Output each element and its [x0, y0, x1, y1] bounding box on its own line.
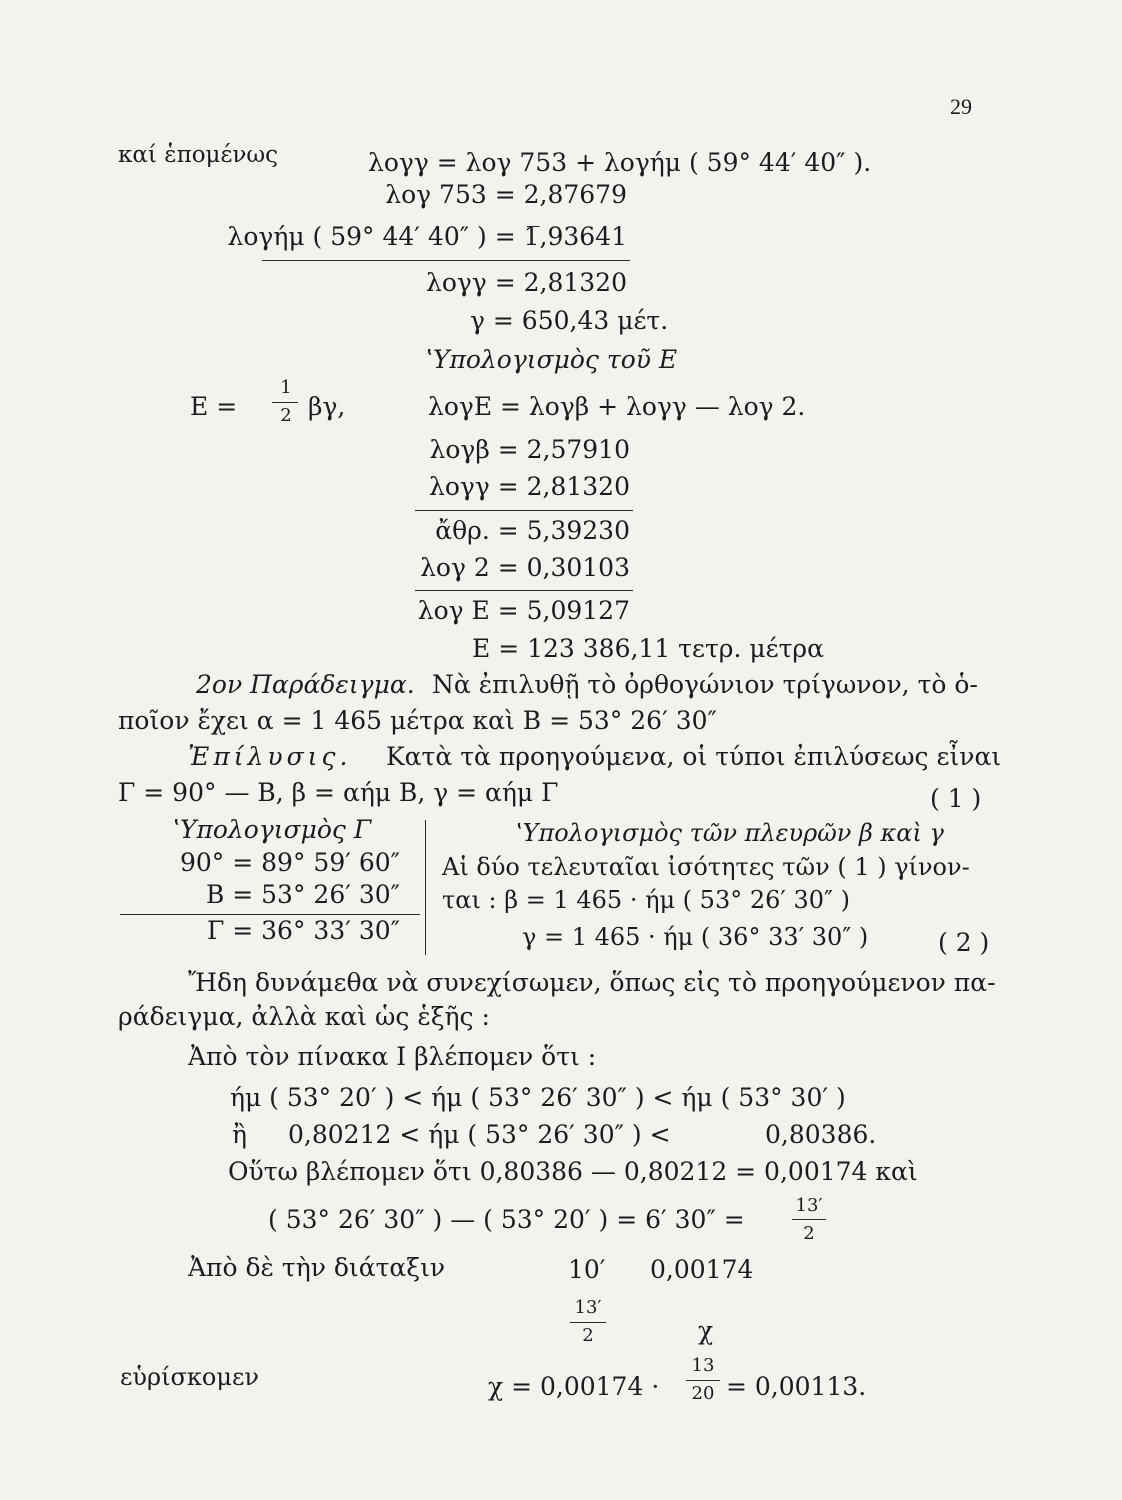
- calc-sides-text3: γ = 1 465 · ήμ ( 36° 33′ 30″ ): [522, 923, 869, 951]
- continuation-p3: Ἀπὸ τὸν πίνακα Ι βλέπομεν ὅτι :: [188, 1042, 597, 1071]
- inequality-1: ήμ ( 53° 20′ ) < ήμ ( 53° 26′ 30″ ) < ήμ ( 53° 30′ ): [230, 1083, 846, 1112]
- example2-text2: ποῖον ἔχει α = 1 465 μέτρα καὶ Β = 53° 26′ 30″: [118, 706, 717, 735]
- example2-text1: Νὰ ἐπιλυθῇ τὸ ὀρθογώνιον τρίγωνον, τὸ ὁ-: [432, 670, 978, 699]
- difference-frac-rule: [792, 1219, 826, 1220]
- calc-Gamma-rule: [120, 914, 420, 915]
- arrangement-b-rule: [570, 1322, 606, 1323]
- page-number: 29: [950, 94, 972, 119]
- inequality-2: 0,80212 < ήμ ( 53° 26′ 30″ ) <: [288, 1120, 671, 1149]
- calc-E-result: Ε = 123 386,11 τετρ. μέτρα: [472, 634, 824, 663]
- calc-E-result-log: λογ Ε = 5,09127: [417, 596, 630, 625]
- find-formula: χ = 0,00174 ·: [488, 1372, 660, 1401]
- solution-text: Κατὰ τὰ προηγούμενα, οἱ τύποι ἐπιλύσεως εἶναι: [386, 742, 1002, 771]
- find-frac-num: 13: [691, 1355, 715, 1376]
- solution-formulas: Γ = 90° — Β, β = αήμ Β, γ = αήμ Γ: [118, 778, 559, 807]
- calc-E-formula: λογΕ = λογβ + λογγ — λογ 2.: [428, 392, 806, 421]
- difference-formula: ( 53° 26′ 30″ ) — ( 53° 20′ ) = 6′ 30″ =: [268, 1205, 745, 1234]
- calc-E-sum: ἄθρ. = 5,39230: [435, 516, 630, 545]
- calc-E-row3: λογ 2 = 0,30103: [420, 553, 630, 582]
- example2-title: 2ον Παράδειγμα.: [196, 670, 415, 699]
- calc-Gamma-result: Γ = 36° 33′ 30″: [206, 916, 400, 945]
- inequality-2-end: 0,80386.: [765, 1120, 877, 1149]
- continuation-p4: Οὕτω βλέπομεν ὅτι 0,80386 — 0,80212 = 0,00174 καὶ: [228, 1157, 918, 1186]
- continuation-p2: ράδειγμα, ἀλλὰ καὶ ὡς ἑξῆς :: [118, 1002, 490, 1031]
- calc-gamma-row1: λογ 753 = 2,87679: [385, 180, 627, 209]
- calc-gamma-intro: καί ἑπομένως: [118, 142, 279, 168]
- calc-Gamma-heading: ʽΥπολογισμὸς Γ: [172, 815, 372, 844]
- calc-gamma-rule: [262, 260, 630, 261]
- arrangement-b2: χ: [698, 1316, 714, 1345]
- arrangement-a2: 0,00174: [650, 1255, 754, 1284]
- calc-E-def-rhs: βγ,: [308, 392, 346, 421]
- calc-gamma-row2: λογήμ ( 59° 44′ 40″ ) = 1̅,93641: [227, 222, 627, 251]
- calc-E-heading: ʽΥπολογισμὸς τοῦ Ε: [425, 345, 678, 374]
- find-label: εὑρίσκομεν: [120, 1363, 259, 1391]
- calc-E-def-lhs: Ε =: [190, 392, 238, 421]
- equation-number-2: ( 2 ): [938, 928, 990, 957]
- continuation-p1: Ἤδη δυνάμεθα νὰ συνεχίσωμεν, ὅπως εἰς τὸ προηγούμενον πα-: [188, 968, 996, 997]
- calc-gamma-result-log: λογγ = 2,81320: [425, 268, 627, 297]
- calc-E-rule1: [415, 510, 633, 511]
- difference-frac-den: 2: [803, 1223, 815, 1244]
- calc-sides-heading: ʽΥπολογισμὸς τῶν πλευρῶν β καὶ γ: [515, 819, 944, 847]
- find-result: = 0,00113.: [726, 1372, 867, 1401]
- find-frac-rule: [686, 1380, 720, 1381]
- calc-Gamma-row2: Β = 53° 26′ 30″: [205, 880, 400, 909]
- calc-E-rule2: [415, 590, 633, 591]
- difference-frac-num: 13′: [795, 1195, 823, 1216]
- calc-sides-text2: ται : β = 1 465 · ήμ ( 53° 26′ 30″ ): [442, 886, 850, 914]
- find-frac-den: 20: [691, 1383, 715, 1404]
- calc-E-frac-den: 2: [280, 405, 292, 426]
- equation-number-1: ( 1 ): [930, 784, 982, 813]
- calc-E-frac-num: 1: [280, 377, 292, 398]
- arrangement-a1: 10′: [568, 1255, 606, 1284]
- calc-E-row2: λογγ = 2,81320: [428, 472, 630, 501]
- calc-sides-text1: Αἱ δύο τελευταῖαι ἰσότητες τῶν ( 1 ) γίνον-: [442, 853, 970, 881]
- calc-Gamma-row1: 90° = 89° 59′ 60″: [180, 848, 400, 877]
- calc-E-frac-rule: [272, 402, 298, 403]
- column-divider: [425, 820, 426, 955]
- arrangement-b-den: 2: [582, 1325, 594, 1346]
- calc-gamma-result: γ = 650,43 μέτ.: [470, 306, 669, 335]
- inequality-2-or: ἢ: [232, 1120, 247, 1149]
- calc-E-row1: λογβ = 2,57910: [429, 435, 630, 464]
- calc-gamma-formula: λογγ = λογ 753 + λογήμ ( 59° 44′ 40″ ).: [368, 148, 872, 177]
- solution-label: Ἐπίλυσις.: [188, 742, 352, 771]
- arrangement-b-num: 13′: [574, 1297, 602, 1318]
- arrangement-label: Ἀπὸ δὲ τὴν διάταξιν: [188, 1253, 446, 1282]
